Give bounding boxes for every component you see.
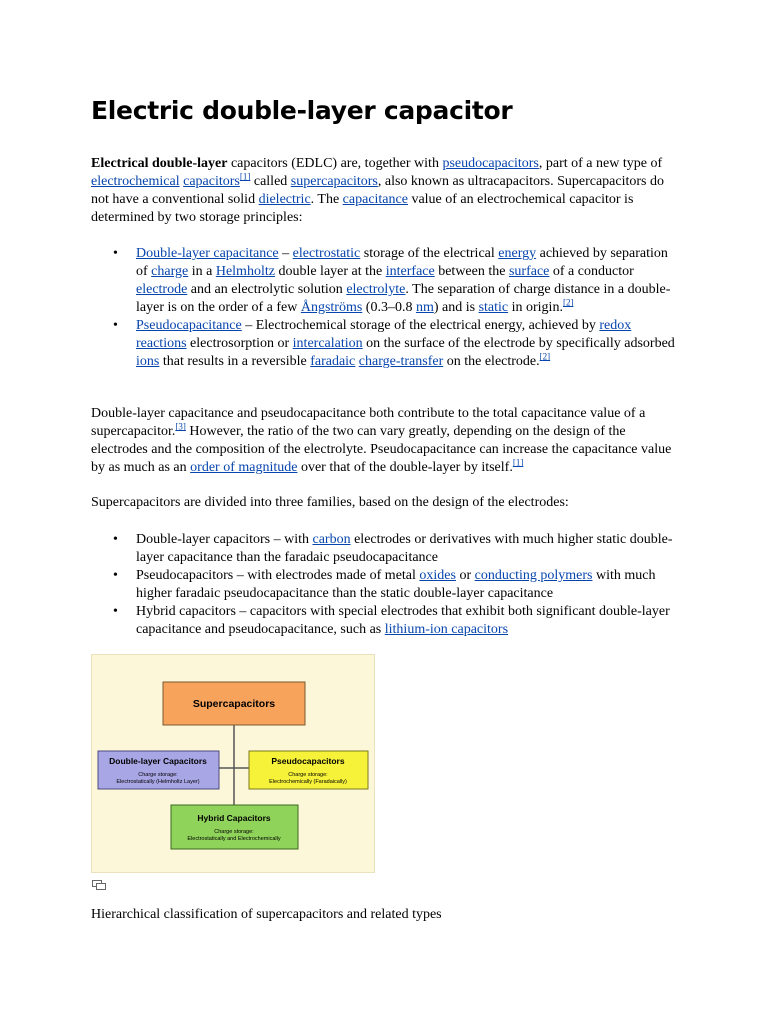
link-order-of-magnitude[interactable]: order of magnitude <box>190 460 298 475</box>
label-double-layer-line2: Electrostatically (Helmholtz Layer) <box>116 779 200 785</box>
link-faradaic[interactable]: faradaic <box>310 354 356 369</box>
label-supercapacitors: Supercapacitors <box>192 698 276 710</box>
figure-caption: Hierarchical classification of supercapacitors and related types <box>91 907 442 922</box>
text: value of an electrochemical capacitor is determined by two storage principles: <box>91 192 634 225</box>
text: double layer at the <box>274 264 386 279</box>
text: . The <box>310 192 343 207</box>
families-list <box>91 531 681 639</box>
text: electrosorption or <box>186 336 293 351</box>
label-double-layer-title: Double-layer Capacitors <box>109 756 207 766</box>
list-item-pseudocapacitors <box>91 567 681 603</box>
box-hybrid-capacitors <box>171 805 298 849</box>
text: storage of the electrical <box>360 246 499 261</box>
link-pseudocapacitance[interactable]: Pseudocapacitance <box>136 318 242 333</box>
text: Hybrid capacitors – capacitors with special electrodes that exhibit both significant double-layer capacitance and pseudocapacitance, such as <box>136 604 670 637</box>
paragraph-ratio <box>91 405 681 477</box>
link-carbon[interactable]: carbon <box>312 532 351 547</box>
ref-2b[interactable]: [2] <box>539 351 551 362</box>
text: on the surface of the electrode by specifically adsorbed <box>362 336 675 351</box>
link-electrode[interactable]: electrode <box>136 282 188 297</box>
link-lithium-ion-capacitors[interactable]: lithium-ion capacitors <box>384 622 509 637</box>
ref-1b[interactable]: [1] <box>512 457 524 468</box>
list-item-hybrid-capacitors <box>91 603 681 639</box>
paragraph-families: Supercapacitors are divided into three families, based on the design of the electrodes: <box>91 495 569 510</box>
text: (0.3–0.8 <box>362 300 416 315</box>
text: over that of the double-layer by itself. <box>297 460 513 475</box>
text: in origin. <box>508 300 563 315</box>
link-redox-reactions[interactable]: redox reactions <box>136 318 632 351</box>
ref-2[interactable]: [2] <box>562 297 574 308</box>
link-energy[interactable]: energy <box>498 246 537 261</box>
link-surface[interactable]: surface <box>508 264 550 279</box>
text: that results in a reversible <box>159 354 311 369</box>
text: – Electrochemical storage of the electrical energy, achieved by <box>241 318 600 333</box>
link-electrolyte[interactable]: electrolyte <box>346 282 406 297</box>
link-charge[interactable]: charge <box>151 264 189 279</box>
link-intercalation[interactable]: intercalation <box>292 336 363 351</box>
label-hybrid-line1: Charge storage: <box>214 829 254 835</box>
text: capacitors (EDLC) are, together with <box>227 156 443 171</box>
label-hybrid-line2: Electrostatically and Electrochemically <box>187 836 281 842</box>
intro-paragraph <box>91 155 681 227</box>
label-pseudo-title: Pseudocapacitors <box>271 756 345 766</box>
link-pseudocapacitors[interactable]: pseudocapacitors <box>442 156 539 171</box>
link-dielectric[interactable]: dielectric <box>258 192 311 207</box>
text: Double-layer capacitance and pseudocapacitance both contribute to the total capacitance value of a supercapacitor. <box>91 406 646 439</box>
link-electrostatic[interactable]: electrostatic <box>292 246 361 261</box>
link-angstroms[interactable]: Ångströms <box>300 300 363 315</box>
text: and an electrolytic solution <box>187 282 347 297</box>
text: on the electrode. <box>443 354 540 369</box>
link-ions[interactable]: ions <box>136 354 160 369</box>
link-oxides[interactable]: oxides <box>419 568 456 583</box>
link-static[interactable]: static <box>478 300 509 315</box>
link-double-layer-capacitance[interactable]: Double-layer capacitance <box>136 246 279 261</box>
classification-figure[interactable] <box>91 654 375 873</box>
text: Double-layer capacitors – with <box>136 532 313 547</box>
page-title: Electric double-layer capacitor <box>91 96 513 125</box>
link-electrochemical[interactable]: electrochemical <box>91 174 180 189</box>
enlarge-icon[interactable] <box>92 880 106 890</box>
text: between the <box>434 264 509 279</box>
text: – <box>278 246 293 261</box>
text: ) and is <box>433 300 479 315</box>
ref-1[interactable]: [1] <box>239 171 251 182</box>
link-helmholtz[interactable]: Helmholtz <box>215 264 275 279</box>
text: , part of a new type of <box>538 156 663 171</box>
list-item-pseudocapacitance <box>91 317 681 371</box>
intro-bold-term: Electrical double-layer <box>91 156 228 171</box>
text: electrodes or derivatives with much higher static double-layer capacitance than the faradaic pseudocapacitance <box>136 532 673 565</box>
link-charge-transfer[interactable]: charge-transfer <box>358 354 444 369</box>
link-supercapacitors[interactable]: supercapacitors <box>290 174 378 189</box>
label-double-layer-line1: Charge storage: <box>138 772 178 778</box>
link-capacitance[interactable]: capacitance <box>342 192 408 207</box>
text: of a conductor <box>549 264 634 279</box>
list-item-double-layer <box>91 245 681 317</box>
link-conducting-polymers[interactable]: conducting polymers <box>474 568 593 583</box>
connector-lines <box>219 725 249 805</box>
ref-3[interactable]: [3] <box>175 421 186 432</box>
text: called <box>250 174 291 189</box>
text: or <box>455 568 475 583</box>
link-nm[interactable]: nm <box>415 300 434 315</box>
link-capacitors[interactable]: capacitors <box>183 174 240 189</box>
classification-diagram <box>92 655 376 874</box>
label-hybrid-title: Hybrid Capacitors <box>197 813 271 823</box>
principles-list <box>91 245 681 371</box>
text: Pseudocapacitors – with electrodes made of metal <box>136 568 420 583</box>
text: . The separation of charge distance in a double-layer is on the order of a few <box>136 282 671 315</box>
label-pseudo-line2: Electrochemically (Faradaically) <box>269 779 347 785</box>
link-interface[interactable]: interface <box>385 264 435 279</box>
label-pseudo-line1: Charge storage: <box>288 772 328 778</box>
text: , also known as ultracapacitors. Supercapacitors do not have a conventional solid <box>91 174 664 207</box>
text: with much higher faradaic pseudocapacitance than the static double-layer capacitance <box>136 568 656 601</box>
list-item-double-layer-capacitors <box>91 531 681 567</box>
text: achieved by separation of <box>136 246 668 279</box>
text: in a <box>188 264 216 279</box>
text: However, the ratio of the two can vary greatly, depending on the design of the electrodes and the composition of the electrolyte. Pseudocapacitance can increase the capacitance value by as much as an <box>91 424 672 475</box>
